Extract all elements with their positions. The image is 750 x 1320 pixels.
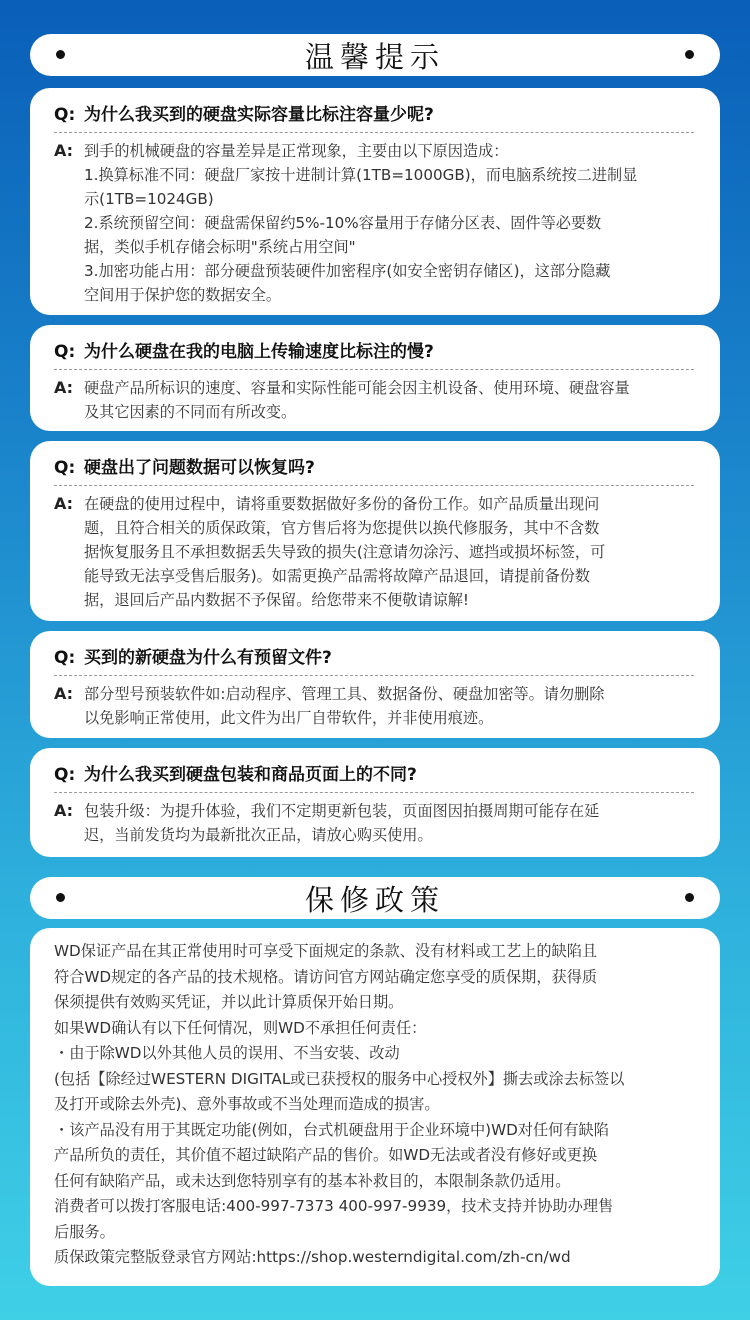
bullet-dot-icon (56, 50, 65, 59)
answer-line: 能导致无法享受售后服务)。如需更换产品需将故障产品退回，请提前备份数 (84, 567, 591, 585)
faq-card-recovery (30, 441, 720, 621)
faq-answer (54, 370, 694, 424)
question-label: Q: (54, 765, 76, 785)
answer-line: 1.换算标准不同：硬盘厂家按十进制计算(1TB=1000GB)，而电脑系统按二进制显 (84, 166, 638, 184)
tips-section-title: 温馨提示 (304, 39, 445, 74)
faq-question (54, 643, 694, 676)
faq-answer (54, 486, 694, 612)
answer-label: A: (54, 684, 74, 703)
warranty-line: 如果WD确认有以下任何情况，则WD不承担任何责任： (54, 1018, 427, 1037)
answer-line: 示(1TB=1024GB) (84, 190, 214, 208)
question-label: Q: (54, 648, 76, 668)
answer-line: 在硬盘的使用过程中，请将重要数据做好多份的备份工作。如产品质量出现问 (84, 495, 600, 513)
faq-card-packaging (30, 748, 720, 857)
answer-label: A: (54, 801, 74, 820)
warranty-line: 产品所负的责任，其价值不超过缺陷产品的售价。如WD无法或者没有修好或更换 (54, 1146, 598, 1164)
question-label: Q: (54, 458, 76, 478)
faq-question (54, 453, 694, 486)
answer-line: 到手的机械硬盘的容量差异是正常现象，主要由以下原因造成： (84, 142, 509, 160)
warranty-line: 任何有缺陷产品，或未达到您特别享有的基本补救目的，本限制条款仍适用。 (54, 1171, 571, 1190)
answer-line: 迟，当前发货均为最新批次正品，请放心购买使用。 (84, 826, 433, 844)
faq-answer (54, 676, 694, 730)
warranty-policy-card (30, 928, 720, 1286)
question-label: Q: (54, 342, 76, 362)
faq-card-capacity (30, 88, 720, 315)
warranty-line: 符合WD规定的各产品的技术规格。请访问官方网站确定您享受的质保期，获得质 (54, 967, 598, 986)
answer-line: 空间用于保护您的数据安全。 (84, 286, 282, 304)
warranty-line: ・由于除WD以外其他人员的误用、不当安装、改动 (54, 1044, 400, 1062)
warranty-line: 后服务。 (54, 1222, 115, 1241)
answer-line: 据恢复服务且不承担数据丢失导致的损失(注意请勿涂污、遮挡或损坏标签，可 (84, 543, 606, 561)
bullet-dot-icon (56, 893, 65, 902)
faq-answer (54, 793, 694, 847)
answer-line: 硬盘产品所标识的速度、容量和实际性能可能会因主机设备、使用环境、硬盘容量 (84, 379, 630, 397)
question-text: 买到的新硬盘为什么有预留文件? (84, 648, 332, 668)
question-text: 为什么我买到的硬盘实际容量比标注容量少呢? (84, 105, 434, 125)
faq-card-preinstalled-files (30, 631, 720, 738)
answer-line: 包装升级：为提升体验，我们不定期更新包装，页面图因拍摄周期可能存在延 (84, 802, 600, 820)
answer-label: A: (54, 494, 74, 513)
warranty-line: 及打开或除去外壳)、意外事故或不当处理而造成的损害。 (54, 1095, 440, 1113)
warranty-line: 质保政策完整版登录官方网站:https://shop.westerndigital.com/zh-cn/wd (54, 1248, 571, 1266)
warranty-section-header (30, 877, 720, 919)
warranty-line: 消费者可以拨打客服电话:400-997-7373 400-997-9939，技术支持并协助办理售 (54, 1197, 614, 1215)
answer-label: A: (54, 141, 74, 160)
faq-question (54, 100, 694, 133)
faq-question (54, 760, 694, 793)
question-label: Q: (54, 105, 76, 125)
warranty-line: (包括【除经过WESTERN DIGITAL或已获授权的服务中心授权外】撕去或涂去标签以 (54, 1069, 625, 1088)
answer-label: A: (54, 378, 74, 397)
answer-line: 据，类似手机存储会标明"系统占用空间" (84, 238, 356, 256)
warranty-section-title: 保修政策 (304, 882, 445, 917)
answer-line: 题，且符合相关的质保政策，官方售后将为您提供以换代修服务，其中不含数 (84, 519, 600, 537)
question-text: 硬盘出了问题数据可以恢复吗? (84, 458, 315, 478)
faq-question (54, 337, 694, 370)
answer-line: 以免影响正常使用，此文件为出厂自带软件，并非使用痕迹。 (84, 709, 494, 727)
warranty-line: ・该产品没有用于其既定功能(例如，台式机硬盘用于企业环境中)WD对任何有缺陷 (54, 1120, 609, 1139)
question-text: 为什么我买到硬盘包装和商品页面上的不同? (84, 765, 417, 785)
warranty-line: 保须提供有效购买凭证，并以此计算质保开始日期。 (54, 993, 404, 1011)
faq-answer (54, 133, 694, 307)
tips-section-header (30, 34, 720, 76)
answer-line: 3.加密功能占用：部分硬盘预装硬件加密程序(如安全密钥存储区)，这部分隐藏 (84, 262, 611, 280)
answer-line: 2.系统预留空间：硬盘需保留约5%-10%容量用于存储分区表、固件等必要数 (84, 214, 602, 232)
answer-line: 及其它因素的不同而有所改变。 (84, 403, 297, 421)
faq-card-speed (30, 325, 720, 431)
answer-line: 据，退回后产品内数据不予保留。给您带来不便敬请谅解! (84, 591, 469, 609)
warranty-line: WD保证产品在其正常使用时可享受下面规定的条款、没有材料或工艺上的缺陷且 (54, 942, 598, 960)
bullet-dot-icon (685, 50, 694, 59)
bullet-dot-icon (685, 893, 694, 902)
question-text: 为什么硬盘在我的电脑上传输速度比标注的慢? (84, 342, 434, 362)
answer-line: 部分型号预装软件如:启动程序、管理工具、数据备份、硬盘加密等。请勿删除 (84, 685, 605, 703)
